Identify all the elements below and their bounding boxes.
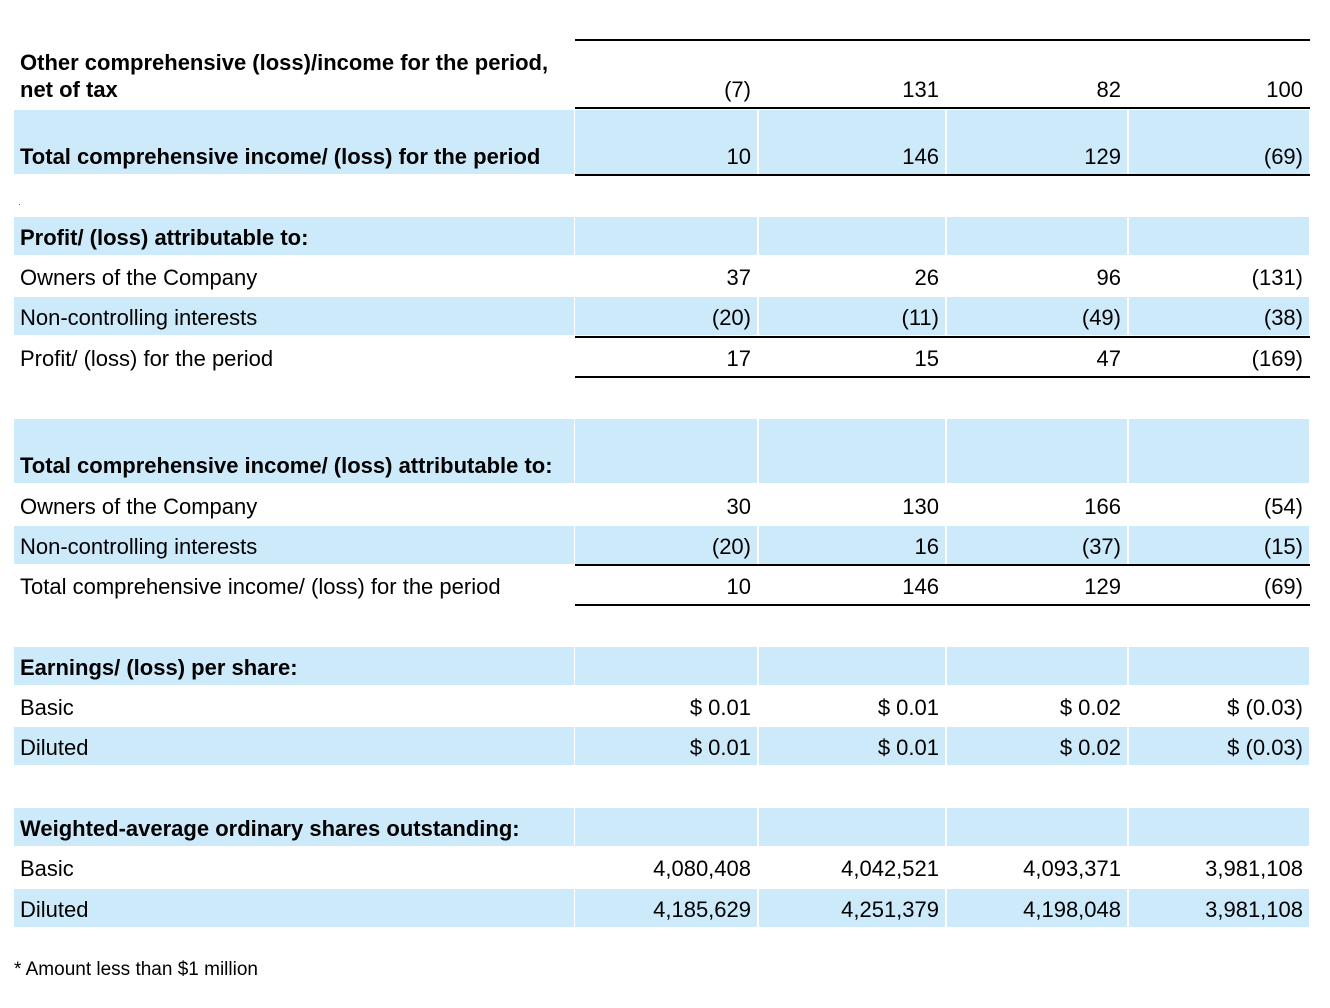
profit-total-col2: 15 — [914, 346, 939, 371]
shares-header-col2 — [759, 808, 945, 846]
oci-col3: 82 — [1096, 77, 1121, 102]
section-header-eps: Earnings/ (loss) per share: — [14, 647, 574, 685]
tci-total-col2: 146 — [902, 574, 939, 599]
row-label-profit-owners: Owners of the Company — [20, 265, 258, 290]
tci-total-col3: 129 — [1084, 574, 1121, 599]
rule-under-tci-total — [575, 604, 1310, 606]
eps-basic-col1: $ 0.01 — [689, 695, 751, 720]
tci-col1: 10 — [575, 110, 757, 174]
tci-owners-col1: 30 — [726, 494, 751, 519]
profit-owners-col4: (131) — [1251, 265, 1303, 290]
eps-basic-col3: $ 0.02 — [1059, 695, 1121, 720]
row-label-profit-total: Profit/ (loss) for the period — [20, 346, 274, 371]
shares-basic-col2: 4,042,521 — [841, 856, 939, 881]
oci-col4: 100 — [1266, 77, 1303, 102]
shares-basic-col4: 3,981,108 — [1205, 856, 1303, 881]
row-label-tci-owners: Owners of the Company — [20, 494, 258, 519]
oci-col1: (7) — [724, 77, 751, 102]
shares-diluted-col4: 3,981,108 — [1129, 889, 1309, 927]
eps-basic-col2: $ 0.01 — [877, 695, 939, 720]
tci-owners-col4: (54) — [1263, 494, 1303, 519]
tci-total-col4: (69) — [1263, 574, 1303, 599]
tci-col4: (69) — [1129, 110, 1309, 174]
section-header-tci: Total comprehensive income/ (loss) attributable to: — [14, 419, 574, 483]
tci-header-col1 — [575, 419, 757, 483]
tci-owners-col3: 166 — [1084, 494, 1121, 519]
profit-header-col3 — [947, 217, 1127, 255]
row-label-tci: Total comprehensive income/ (loss) for the period — [14, 110, 574, 174]
profit-total-col1: 17 — [726, 346, 751, 371]
profit-nci-col4: (38) — [1129, 297, 1309, 335]
tci-nci-col1: (20) — [575, 526, 757, 564]
tci-nci-col3: (37) — [947, 526, 1127, 564]
row-label-profit-nci: Non-controlling interests — [14, 297, 574, 335]
stray-dot — [19, 204, 20, 205]
eps-basic-col4: $ (0.03) — [1227, 695, 1303, 720]
tci-header-col4 — [1129, 419, 1309, 483]
tci-owners-col2: 130 — [902, 494, 939, 519]
rule-under-oci — [575, 107, 1310, 109]
rule-under-tci — [575, 174, 1310, 176]
tci-col3: 129 — [947, 110, 1127, 174]
footnote: * Amount less than $1 million — [14, 959, 258, 980]
eps-diluted-col4: $ (0.03) — [1129, 727, 1309, 765]
shares-basic-col1: 4,080,408 — [653, 856, 751, 881]
profit-header-col2 — [759, 217, 945, 255]
row-label-oci: Other comprehensive (loss)/income for the period, net of tax — [20, 50, 549, 102]
eps-diluted-col1: $ 0.01 — [575, 727, 757, 765]
shares-diluted-col3: 4,198,048 — [947, 889, 1127, 927]
tci-header-col3 — [947, 419, 1127, 483]
shares-diluted-col1: 4,185,629 — [575, 889, 757, 927]
profit-total-col3: 47 — [1096, 346, 1121, 371]
profit-header-col4 — [1129, 217, 1309, 255]
tci-nci-col2: 16 — [759, 526, 945, 564]
eps-header-col3 — [947, 647, 1127, 685]
row-label-eps-diluted: Diluted — [14, 727, 574, 765]
profit-nci-col2: (11) — [759, 297, 945, 335]
row-label-tci-nci: Non-controlling interests — [14, 526, 574, 564]
tci-nci-col4: (15) — [1129, 526, 1309, 564]
tci-total-col1: 10 — [726, 574, 751, 599]
profit-owners-col1: 37 — [726, 265, 751, 290]
shares-header-col3 — [947, 808, 1127, 846]
profit-nci-col1: (20) — [575, 297, 757, 335]
eps-diluted-col2: $ 0.01 — [759, 727, 945, 765]
profit-nci-col3: (49) — [947, 297, 1127, 335]
eps-header-col1 — [575, 647, 757, 685]
profit-header-col1 — [575, 217, 757, 255]
profit-owners-col3: 96 — [1096, 265, 1121, 290]
row-label-shares-basic: Basic — [20, 856, 74, 881]
shares-diluted-col2: 4,251,379 — [759, 889, 945, 927]
section-header-shares: Weighted-average ordinary shares outstanding: — [14, 808, 574, 846]
row-label-tci-total: Total comprehensive income/ (loss) for the period — [20, 574, 501, 599]
table-top-rule — [575, 39, 1310, 41]
rule-under-profit-total — [575, 376, 1310, 378]
row-label-eps-basic: Basic — [20, 695, 74, 720]
profit-owners-col2: 26 — [914, 265, 939, 290]
shares-header-col4 — [1129, 808, 1309, 846]
shares-basic-col3: 4,093,371 — [1023, 856, 1121, 881]
shares-header-col1 — [575, 808, 757, 846]
profit-total-col4: (169) — [1251, 346, 1303, 371]
oci-col2: 131 — [902, 77, 939, 102]
section-header-profit: Profit/ (loss) attributable to: — [14, 217, 574, 255]
tci-col2: 146 — [759, 110, 945, 174]
row-label-shares-diluted: Diluted — [14, 889, 574, 927]
tci-header-col2 — [759, 419, 945, 483]
eps-diluted-col3: $ 0.02 — [947, 727, 1127, 765]
eps-header-col2 — [759, 647, 945, 685]
eps-header-col4 — [1129, 647, 1309, 685]
